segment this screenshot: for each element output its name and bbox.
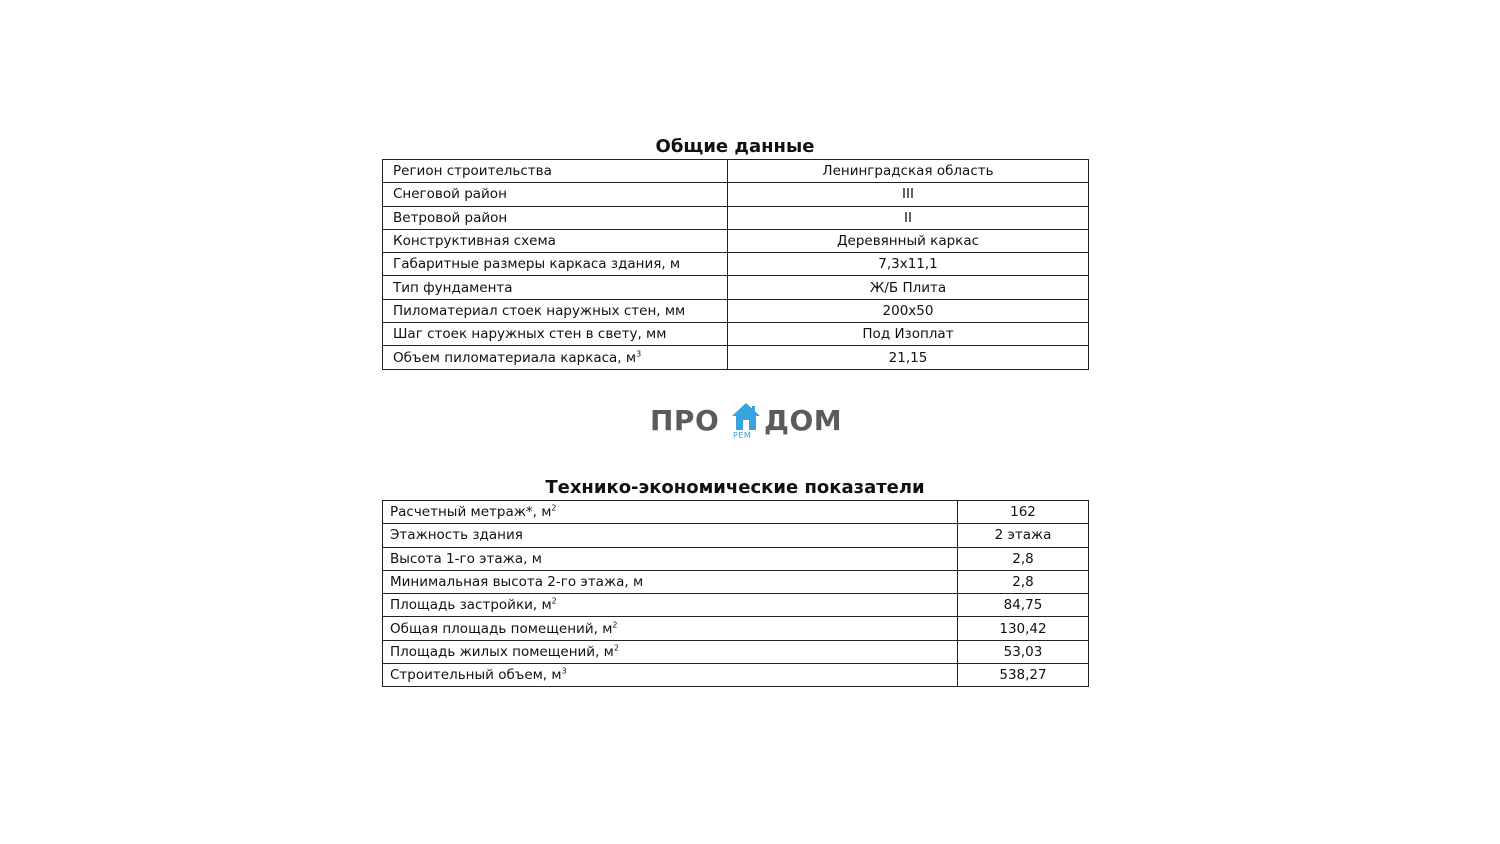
table-row [383,346,1089,369]
general-data-table [382,159,1089,370]
table-row [383,299,1089,322]
row-value: 162 [958,501,1089,524]
row-value: 200х50 [728,299,1089,322]
row-value: II [728,206,1089,229]
row-value: III [728,183,1089,206]
table-row [383,617,1089,640]
row-value: Ленинградская область [728,160,1089,183]
tech-indicators-table [382,500,1089,687]
row-value: 7,3х11,1 [728,253,1089,276]
row-label: Регион строительства [383,160,728,183]
row-label: Расчетный метраж*, $м^2$ [383,501,958,524]
table-row [383,183,1089,206]
row-label: Ветровой район [383,206,728,229]
table-row [383,501,1089,524]
row-label: Шаг стоек наружных стен в свету, мм [383,323,728,346]
row-label: Объем пиломатериала каркаса, $м^3$ [383,346,728,369]
row-label: Строительный объем, $м^3$ [383,664,958,687]
row-label: Этажность здания [383,524,958,547]
row-label: Снеговой район [383,183,728,206]
row-label: Общая площадь помещений, $м^2$ [383,617,958,640]
house-icon [730,402,762,432]
unit-superscript: 2 [551,503,557,513]
table-row [383,547,1089,570]
tech-indicators-title: Технико-экономические показатели [545,477,925,498]
table-row [383,276,1089,299]
row-label: Конструктивная схема [383,229,728,252]
unit-superscript: 2 [551,596,557,606]
row-value: 538,27 [958,664,1089,687]
logo-left-word: ПРО [650,404,720,437]
table-row [383,160,1089,183]
row-value: 2,8 [958,570,1089,593]
row-label: Минимальная высота 2-го этажа, м [383,570,958,593]
row-value: 21,15 [728,346,1089,369]
unit-superscript: 3 [561,666,567,676]
unit-superscript: 2 [612,620,618,630]
table-row [383,206,1089,229]
row-label: Габаритные размеры каркаса здания, м [383,253,728,276]
table-row [383,570,1089,593]
table-row [383,524,1089,547]
prodom-logo [650,400,850,444]
table-row [383,253,1089,276]
row-label: Тип фундамента [383,276,728,299]
table-row [383,323,1089,346]
general-data-title: Общие данные [655,136,815,157]
row-label: Площадь жилых помещений, $м^2$ [383,640,958,663]
table-row [383,229,1089,252]
table-row [383,640,1089,663]
row-value: 2 этажа [958,524,1089,547]
unit-superscript: 2 [613,643,619,653]
row-value: Под Изоплат [728,323,1089,346]
row-value: 84,75 [958,594,1089,617]
table-row [383,664,1089,687]
row-label: Высота 1-го этажа, м [383,547,958,570]
row-value: Ж/Б Плита [728,276,1089,299]
table-row [383,594,1089,617]
row-value: 130,42 [958,617,1089,640]
row-value: Деревянный каркас [728,229,1089,252]
logo-right-word: ДОМ [764,404,843,437]
row-label: Площадь застройки, $м^2$ [383,594,958,617]
row-value: 53,03 [958,640,1089,663]
unit-superscript: 3 [636,349,642,359]
row-value: 2,8 [958,547,1089,570]
row-label: Пиломатериал стоек наружных стен, мм [383,299,728,322]
logo-subtext: РЕМ [733,431,752,440]
